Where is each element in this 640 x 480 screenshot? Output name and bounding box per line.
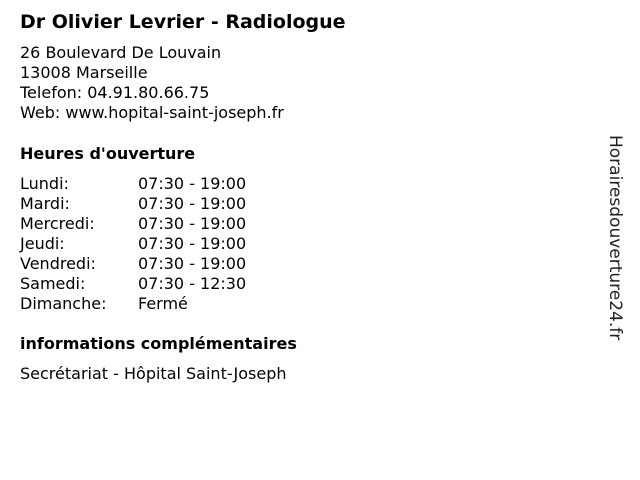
address-city: 13008 Marseille	[20, 63, 148, 82]
hours-value: 07:30 - 19:00	[138, 174, 247, 193]
day-label: Lundi:	[20, 174, 69, 193]
day-label: Samedi:	[20, 274, 86, 293]
phone-number[interactable]: Telefon: 04.91.80.66.75	[20, 83, 210, 102]
hours-value: 07:30 - 19:00	[138, 214, 247, 233]
day-label: Mercredi:	[20, 214, 95, 233]
hours-value: 07:30 - 19:00	[138, 194, 247, 213]
opening-hours-heading: Heures d'ouverture	[20, 144, 196, 163]
day-label: Jeudi:	[20, 234, 65, 253]
day-label: Dimanche:	[20, 294, 107, 313]
day-label: Mardi:	[20, 194, 70, 213]
page-title: Dr Olivier Levrier - Radiologue	[20, 11, 346, 33]
additional-info-text: Secrétariat - Hôpital Saint-Joseph	[20, 364, 287, 383]
day-label: Vendredi:	[20, 254, 96, 273]
hours-value: 07:30 - 19:00	[138, 234, 247, 253]
hours-value: 07:30 - 19:00	[138, 254, 247, 273]
contact-block	[20, 43, 284, 123]
hours-value: Fermé	[138, 294, 188, 313]
address-street: 26 Boulevard De Louvain	[20, 43, 222, 62]
site-watermark: Horairesdouverture24.fr	[605, 135, 625, 341]
website-link[interactable]: Web: www.hopital-saint-joseph.fr	[20, 103, 284, 122]
additional-info-heading: informations complémentaires	[20, 334, 297, 353]
hours-value: 07:30 - 12:30	[138, 274, 247, 293]
